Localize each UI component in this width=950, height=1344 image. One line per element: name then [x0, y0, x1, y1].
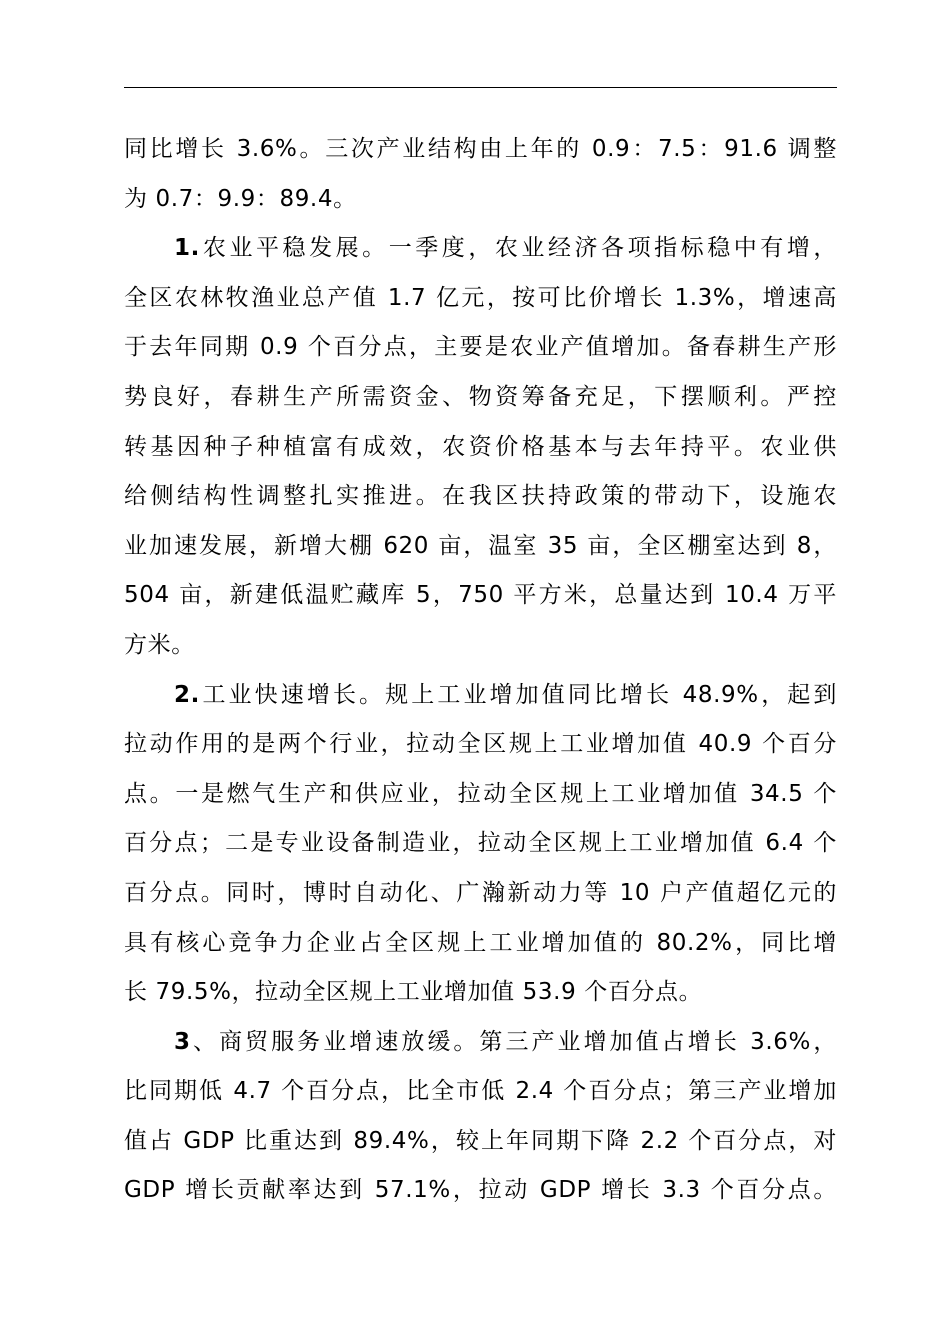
document-body — [124, 125, 837, 1216]
text-line: 转基因种子种植富有成效，农资价格基本与去年持平。农业供 — [124, 433, 837, 460]
text-line: 于去年同期 0.9 个百分点，主要是农业产值增加。备春耕生产形 — [124, 334, 837, 361]
text-line — [124, 224, 837, 274]
text-line: 业加速发展，新增大棚 620 亩，温室 35 亩，全区棚室达到 8， — [124, 532, 837, 559]
text-line: 长 79.5%，拉动全区规上工业增加值 53.9 个百分点。 — [124, 979, 703, 1006]
section-2-paragraph — [124, 671, 837, 1018]
section-heading-text: 农业平稳发展。一季度，农业经济各项指标稳中有增， — [199, 235, 837, 262]
text-line: 为 0.7：9.9：89.4。 — [124, 185, 357, 212]
text-line: 百分点；二是专业设备制造业，拉动全区规上工业增加值 6.4 个 — [124, 830, 837, 857]
section-heading-text: 、商贸服务业增速放缓。第三产业增加值占增长 3.6%， — [190, 1028, 837, 1055]
text-line: 百分点。同时，博时自动化、广瀚新动力等 10 户产值超亿元的 — [124, 879, 837, 906]
section-number: 1. — [174, 235, 200, 262]
text-line: 给侧结构性调整扎实推进。在我区扶持政策的带动下，设施农 — [124, 483, 837, 510]
header-rule — [124, 87, 837, 88]
text-line: GDP 增长贡献率达到 57.1%，拉动 GDP 增长 3.3 个百分点。 — [124, 1177, 837, 1204]
text-line: 值占 GDP 比重达到 89.4%，较上年同期下降 2.2 个百分点，对 — [124, 1127, 837, 1154]
intro-paragraph — [124, 125, 837, 224]
text-line: 比同期低 4.7 个百分点，比全市低 2.4 个百分点；第三产业增加 — [124, 1078, 837, 1105]
text-line — [124, 671, 837, 721]
text-line: 方米。 — [124, 631, 195, 658]
section-heading-text: 工业快速增长。规上工业增加值同比增长 48.9%，起到 — [199, 681, 837, 708]
text-line: 504 亩，新建低温贮藏库 5，750 平方米，总量达到 10.4 万平 — [124, 582, 837, 609]
section-1-paragraph — [124, 224, 837, 670]
section-number: 2. — [174, 681, 200, 708]
text-line: 点。一是燃气生产和供应业，拉动全区规上工业增加值 34.5 个 — [124, 780, 837, 807]
text-line: 同比增长 3.6%。三次产业结构由上年的 0.9：7.5：91.6 调整 — [124, 136, 837, 162]
section-3-paragraph — [124, 1018, 837, 1216]
text-line: 全区农林牧渔业总产值 1.7 亿元，按可比价增长 1.3%，增速高 — [124, 284, 837, 311]
text-line: 势良好，春耕生产所需资金、物资筹备充足，下摆顺利。严控 — [124, 383, 837, 410]
text-line: 拉动作用的是两个行业，拉动全区规上工业增加值 40.9 个百分 — [124, 731, 837, 758]
text-line: 具有核心竞争力企业占全区规上工业增加值的 80.2%，同比增 — [124, 929, 837, 956]
text-line — [124, 1018, 837, 1068]
section-number: 3 — [174, 1028, 191, 1055]
